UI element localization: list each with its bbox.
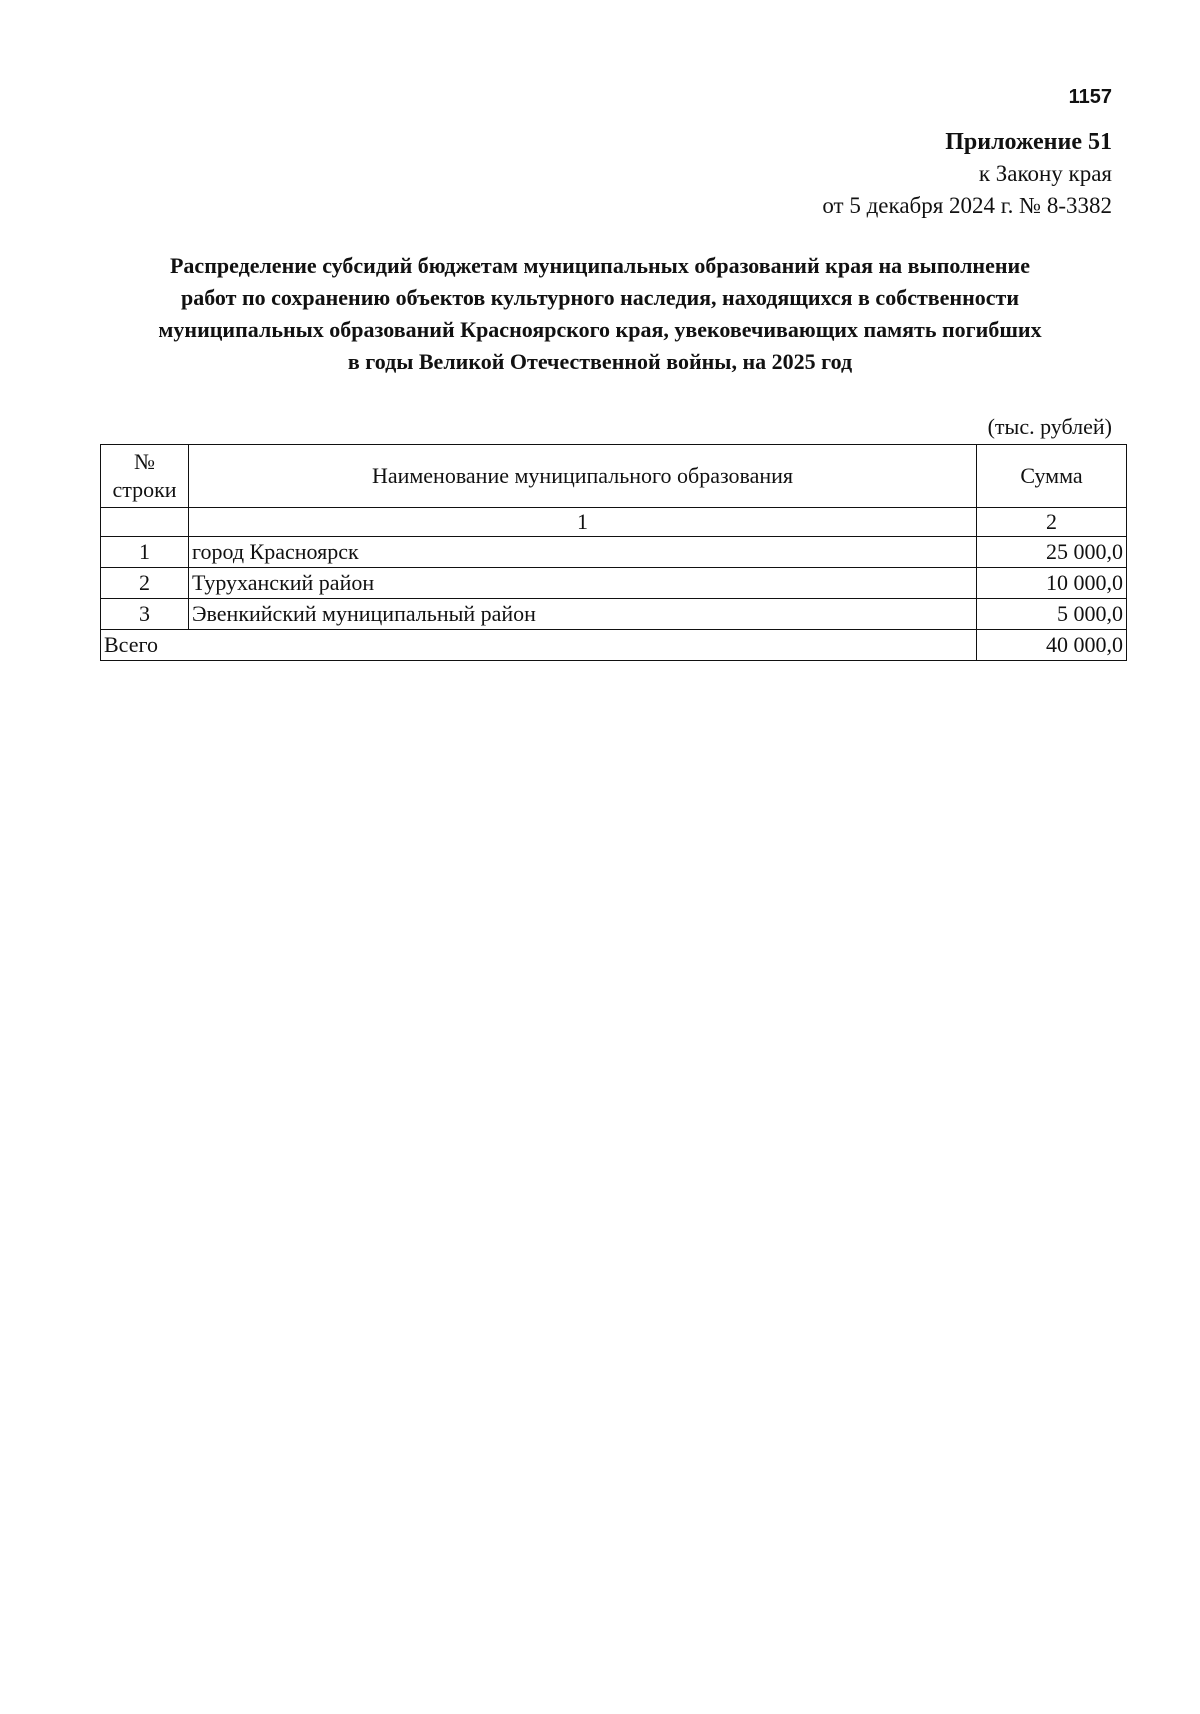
total-sum-cell: 40 000,0 (977, 630, 1127, 661)
row-sum-cell: 10 000,0 (977, 568, 1127, 599)
page-number: 1157 (1068, 86, 1112, 108)
table-header-row (101, 445, 1127, 508)
column-index-row (101, 508, 1127, 537)
header-row-number (101, 445, 189, 508)
row-name-cell: Туруханский район (189, 568, 977, 599)
header-number-sign: № (134, 449, 155, 474)
appendix-law-reference: к Закону края (978, 161, 1112, 186)
column-index-cell (101, 508, 189, 537)
title-line: муниципальных образований Красноярского края, увековечивающих память погибших (158, 317, 1042, 342)
row-sum-cell: 25 000,0 (977, 537, 1127, 568)
column-index-cell: 2 (977, 508, 1127, 537)
header-sum: Сумма (977, 445, 1127, 508)
header-row-label: строки (112, 477, 177, 502)
title-line: в годы Великой Отечественной войны, на 2025 год (347, 349, 853, 374)
appendix-law-date: от 5 декабря 2024 г. № 8-3382 (822, 193, 1112, 218)
appendix-header (822, 126, 1112, 222)
subsidy-table (100, 444, 1127, 661)
total-row (101, 630, 1127, 661)
table-row (101, 568, 1127, 599)
row-name-cell: город Красноярск (189, 537, 977, 568)
row-number-cell: 2 (101, 568, 189, 599)
row-name-cell: Эвенкийский муниципальный район (189, 599, 977, 630)
column-index-cell: 1 (189, 508, 977, 537)
table-row (101, 599, 1127, 630)
title-line: работ по сохранению объектов культурного наследия, находящихся в собственности (180, 285, 1020, 310)
header-municipality-name: Наименование муниципального образования (189, 445, 977, 508)
units-label: (тыс. рублей) (987, 414, 1112, 439)
row-sum-cell: 5 000,0 (977, 599, 1127, 630)
document-title (100, 250, 1100, 378)
total-label-cell: Всего (101, 630, 977, 661)
appendix-title: Приложение 51 (945, 129, 1112, 155)
row-number-cell: 1 (101, 537, 189, 568)
title-line: Распределение субсидий бюджетам муниципальных образований края на выполнение (169, 253, 1030, 278)
row-number-cell: 3 (101, 599, 189, 630)
table-row (101, 537, 1127, 568)
